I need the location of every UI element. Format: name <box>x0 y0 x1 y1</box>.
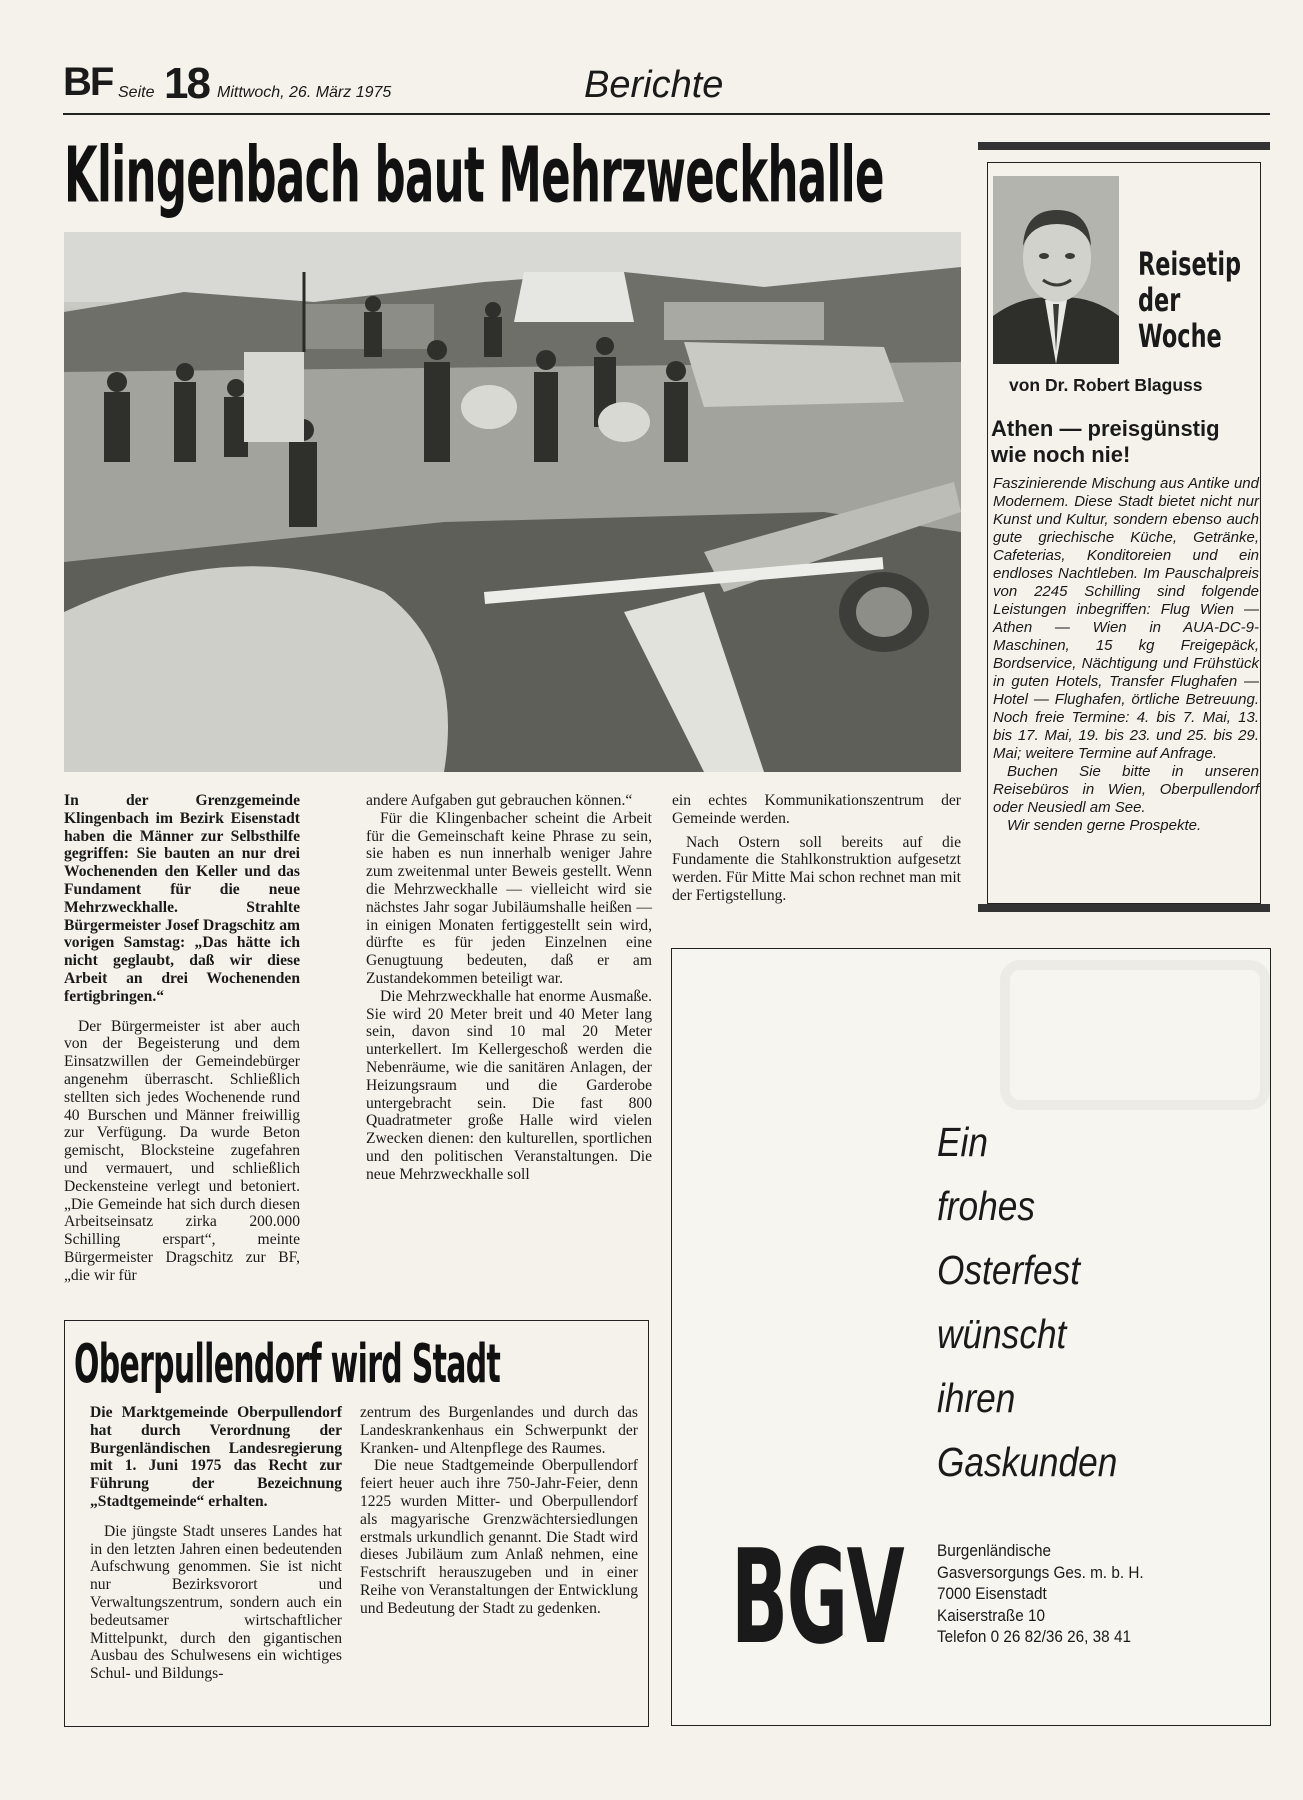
main-paragraph: ein echtes Kommunikationszentrum der Gemeinde werden. <box>672 792 961 827</box>
reisetip-paragraph: Wir senden gerne Prospekte. <box>1007 817 1202 834</box>
oberpullendorf-headline: Oberpullendorf wird Stadt <box>74 1333 501 1396</box>
author-portrait <box>993 176 1119 364</box>
ad-address <box>937 1540 1144 1648</box>
main-article-col3 <box>672 792 961 905</box>
reisetip-author: von Dr. Robert Blaguss <box>1009 375 1203 395</box>
ad-greeting-line: frohes <box>937 1183 1035 1229</box>
main-paragraph: Nach Ostern soll bereits auf die Fundamente die Stahlkonstruktion aufgesetzt werden. Für Mitte Mai schon rechnet man mit der Fertigstellung. <box>672 833 961 904</box>
main-article-col1 <box>64 792 300 1285</box>
main-article-col2 <box>366 792 652 1184</box>
construction-photo <box>64 232 961 772</box>
main-paragraph: Für die Klingenbacher scheint die Arbeit für die Gemeinschaft keine Phrase zu sein, sie haben es nun innerhalb weniger Jahre zum zweitenmal unter Beweis gestellt. Wenn die Mehrzweckhalle — vielleicht wird sie nächstes Jahr sogar Jubiläumshalle heißen — in einigen Monaten fertiggestellt sein wird, dürfte es für jeden Einzelnen eine Genugtuung bedeuten, daß er am Zustandekommen beteiligt war. <box>366 809 652 987</box>
main-paragraph: Die Mehrzweckhalle hat enorme Ausmaße. Sie wird 20 Meter breit und 40 Meter lang sein, davon sind 10 mal 20 Meter unterkellert. Im Kellergeschoß werden die Nebenräume, wie die sanitären Anlagen, der Heizungsraum und die Garderobe untergebracht sein. Die fast 800 Quadratmeter große Halle wird vielen Zwecken dienen: den kulturellen, sportlichen und den politischen Veranstaltungen. Die neue Mehrzweckhalle soll <box>366 987 652 1183</box>
ad-address-line: Gasversorgungs Ges. m. b. H. <box>937 1562 1144 1582</box>
reisetip-paragraph: Faszinierende Mischung aus Antike und Modernem. Diese Stadt bietet nicht nur Kunst und Kultur, sondern ebenso auch gute griechische Küche, Getränke, Cafeterias, Konditoreien und ein endloses Nachtleben. Im Pauschalpreis von 2245 Schilling sind folgende Leistungen inbegriffen: Flug Wien — Athen — Wien in AUA-DC-9-Maschinen, 15 kg Freigepäck, Bordservice, Nächtigung und Frühstück in guten Hotels, Transfer Flughafen — Hotel — Flughafen, örtliche Betreuung. Noch freie Termine: 4. bis 7. Mai, 13. bis 17. Mai, 19. bis 23. und 25. bis 29. Mai; weitere Termine auf Anfrage. <box>993 475 1259 762</box>
op-lead: Die Marktgemeinde Oberpullendorf hat durch Verordnung der Burgenländischen Landesregierung mit 1. Juni 1975 das Recht zur Führung der Bezeichnung „Stadtgemeinde“ erhalten. <box>90 1404 342 1510</box>
reisetip-title-line: Woche <box>1138 317 1222 355</box>
header-rule <box>63 113 1270 115</box>
main-lead: In der Grenzgemeinde Klingenbach im Bezirk Eisenstadt haben die Männer zur Selbsthilfe gegriffen: Sie bauten an nur drei Wochenenden den Keller und das Fundament für die neue Mehrzweckhalle. Strahlte Bürgermeister Josef Dragschitz am vorigen Samstag: „Das hätte ich nicht geglaubt, daß wir diese Arbeit an drei Wochenenden fertigbringen.“ <box>64 792 300 1005</box>
page-label: Seite <box>118 84 155 101</box>
ad-greeting <box>937 1110 1117 1494</box>
reisetip-title <box>1138 245 1242 355</box>
reisetip-subtitle: Athen — preisgünstig wie noch nie! <box>991 416 1220 467</box>
ad-greeting-line: Gaskunden <box>937 1439 1118 1485</box>
ad-greeting-line: wünscht <box>937 1311 1067 1357</box>
bgv-logo: BGV <box>731 1520 904 1674</box>
main-headline: Klingenbach baut Mehrzweckhalle <box>64 132 884 221</box>
ad-address-line: 7000 Eisenstadt <box>937 1584 1047 1603</box>
ad-greeting-line: Osterfest <box>937 1247 1081 1293</box>
main-paragraph: Der Bürgermeister ist aber auch von der Begeisterung und dem Einsatzwillen der Gemeindebürger angenehm überrascht. Schließlich stellten sich jedes Wochenende rund 40 Burschen und Männer freiwillig zur Verfügung. Da wurde Beton gemischt, Blocksteine zugefahren und vermauert, und schließlich Deckensteine verlegt und betoniert. „Die Gemeinde hat sich durch diesen Arbeitseinsatz zirka 200.000 Schilling erspart“, meinte Bürgermeister Dragschitz zur BF, „die wir für <box>64 1017 300 1284</box>
op-article-col1 <box>90 1404 342 1683</box>
ad-greeting-line: ihren <box>937 1375 1016 1421</box>
masthead-logo: BF <box>63 60 113 104</box>
ad-address-line: Kaiserstraße 10 <box>937 1605 1045 1625</box>
reisetip-title-line: der <box>1138 281 1181 319</box>
ad-background-shape <box>1000 960 1270 1110</box>
reisetip-body <box>993 475 1259 835</box>
op-paragraph: Die neue Stadtgemeinde Oberpullendorf feiert heuer auch ihre 750-Jahr-Feier, denn 1225 wurden Mitter- und Oberpullendorf als magyarische Grenzwächtersiedlungen erstmals urkundlich genannt. Die Stadt wird dieses Jubiläum zum Anlaß nehmen, eine Festschrift herauszugeben und in einer Reihe von Veranstaltungen der Entwicklung und Bedeutung der Stadt zu gedenken. <box>360 1457 638 1617</box>
ad-address-line: Burgenländische <box>937 1541 1051 1560</box>
op-paragraph: Die jüngste Stadt unseres Landes hat in den letzten Jahren einen bedeutenden Aufschwung genommen. Sie ist nicht nur Bezirksvorort und Verwaltungszentrum, sondern auch ein bedeutsamer wirtschaftlicher Mittelpunkt, durch den gigantischen Ausbau des Schulwesens ein wichtiges Schul- und Bildungs- <box>90 1522 342 1683</box>
ad-greeting-line: Ein <box>937 1119 988 1165</box>
ad-address-line: Telefon 0 26 82/36 26, 38 41 <box>937 1627 1131 1646</box>
reisetip-paragraph: Buchen Sie bitte in unseren Reisebüros in Wien, Oberpullendorf oder Neusiedl am See. <box>993 763 1259 816</box>
op-article-col2 <box>360 1404 638 1618</box>
section-title: Berichte <box>584 64 724 106</box>
issue-date: Mittwoch, 26. März 1975 <box>217 84 392 101</box>
page-number: 18 <box>164 59 209 108</box>
op-paragraph: zentrum des Burgenlandes und durch das Landeskrankenhaus ein Schwerpunkt der Kranken- und Altenpflege des Raumes. <box>360 1404 638 1457</box>
main-paragraph: andere Aufgaben gut gebrauchen können.“ <box>366 792 633 809</box>
reisetip-title-line: Reisetip <box>1138 245 1242 283</box>
